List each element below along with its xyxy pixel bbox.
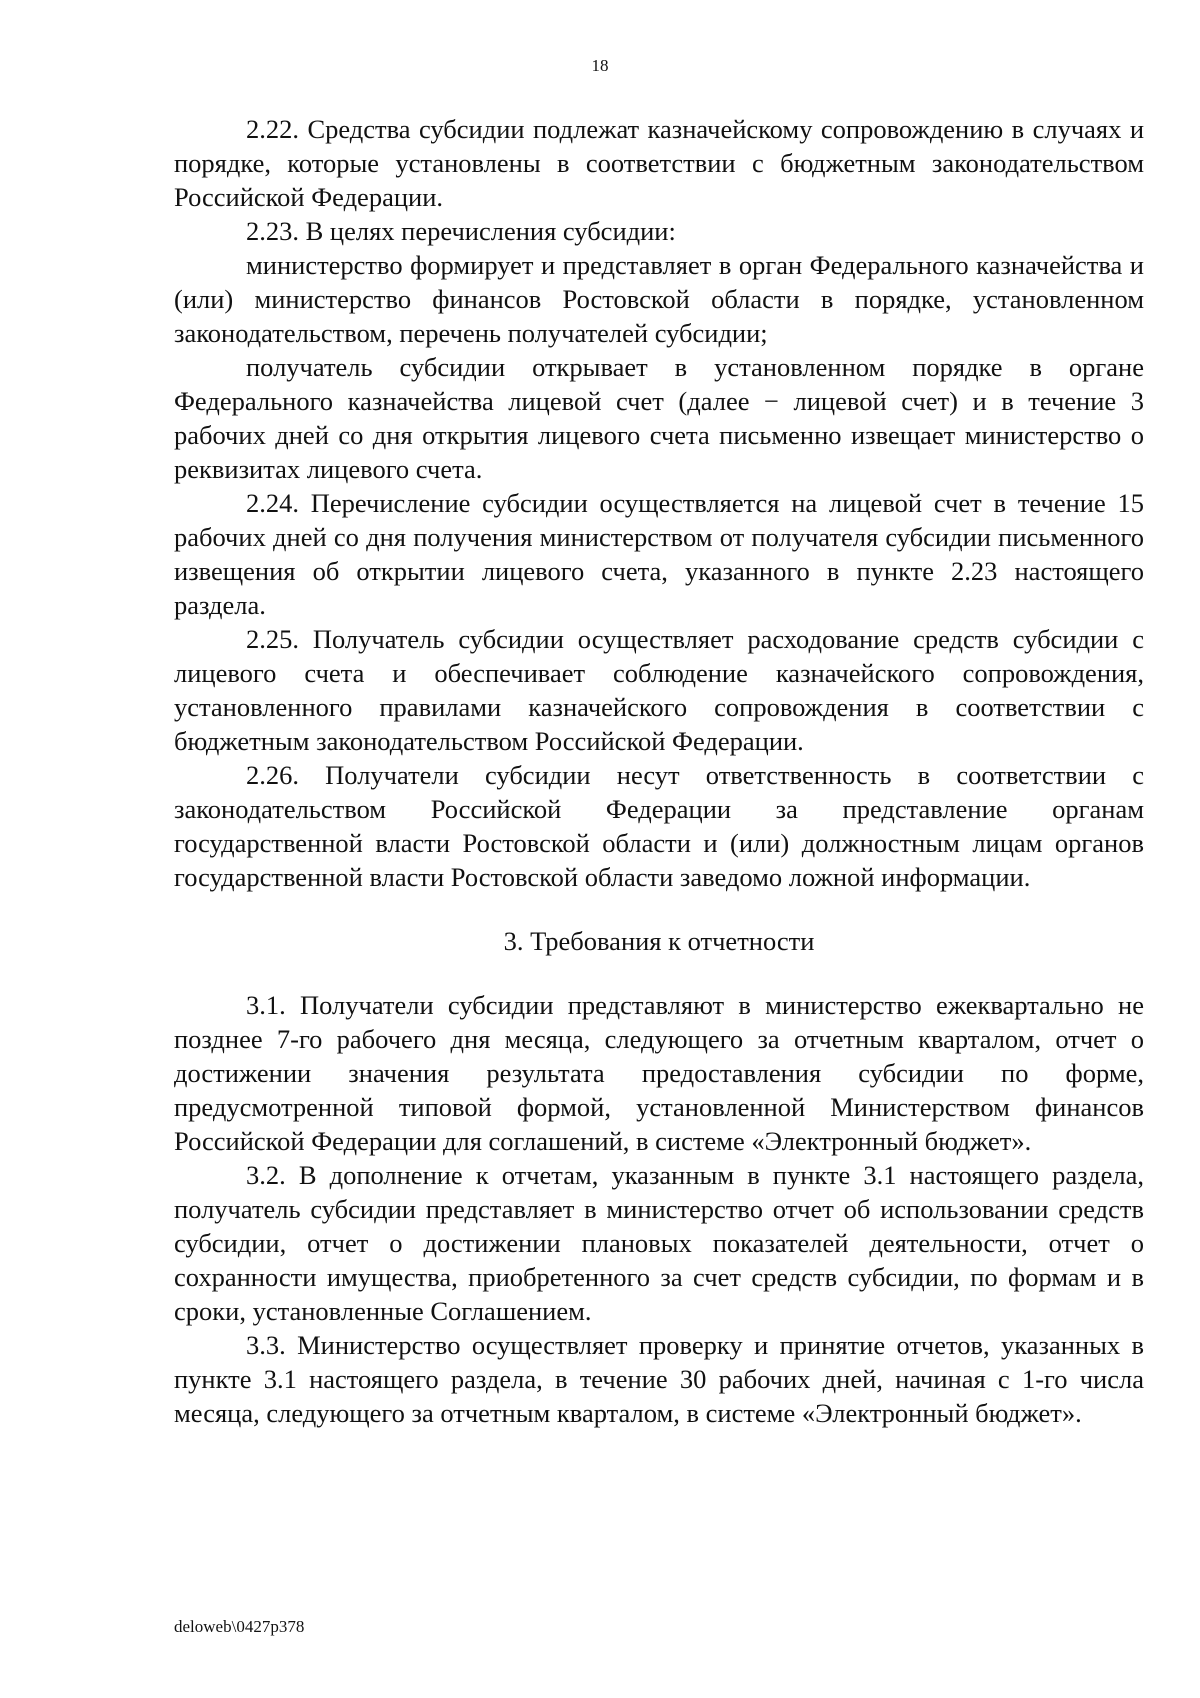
paragraph-2-23-recipient: получатель субсидии открывает в установленном порядке в органе Федерального казначейства лицевой счет (далее − лицевой счет) и в течение 3 рабочих дней со дня открытия лицевого счета письменно извещает министерство о реквизитах лицевого счета. (174, 352, 1144, 484)
section-3-heading: 3. Требования к отчетности (503, 926, 815, 956)
paragraph-2-23-intro: 2.23. В целях перечисления субсидии: (246, 216, 676, 246)
document-body (174, 112, 1144, 1430)
paragraph-3-1: 3.1. Получатели субсидии представляют в министерство ежеквартально не позднее 7-го рабочего дня месяца, следующего за отчетным кварталом, отчет о достижении значения результата предоставления субсидии по форме, предусмотренной типовой формой, установленной Министерством финансов Российской Федерации для соглашений, в системе «Электронный бюджет». (174, 990, 1144, 1156)
paragraph-2-24: 2.24. Перечисление субсидии осуществляется на лицевой счет в течение 15 рабочих дней со дня получения министерством от получателя субсидии письменного извещения об открытии лицевого счета, указанного в пункте 2.23 настоящего раздела. (174, 488, 1144, 620)
paragraph-2-26: 2.26. Получатели субсидии несут ответственность в соответствии с законодательством Российской Федерации за представление органам государственной власти Ростовской области и (или) должностным лицам органов государственной власти Ростовской области заведомо ложной информации. (174, 760, 1144, 892)
page-number: 18 (591, 56, 609, 75)
paragraph-2-22: 2.22. Средства субсидии подлежат казначейскому сопровождению в случаях и порядке, которые установлены в соответствии с бюджетным законодательством Российской Федерации. (174, 114, 1144, 212)
paragraph-3-3: 3.3. Министерство осуществляет проверку и принятие отчетов, указанных в пункте 3.1 настоящего раздела, в течение 30 рабочих дней, начиная с 1-го числа месяца, следующего за отчетным кварталом, в системе «Электронный бюджет». (174, 1330, 1144, 1428)
paragraph-2-25: 2.25. Получатель субсидии осуществляет расходование средств субсидии с лицевого счета и обеспечивает соблюдение казначейского сопровождения, установленного правилами казначейского сопровождения в соответствии с бюджетным законодательством Российской Федерации. (174, 624, 1144, 756)
paragraph-2-23-ministry: министерство формирует и представляет в орган Федерального казначейства и (или) министерство финансов Ростовской области в порядке, установленном законодательством, перечень получателей субсидии; (174, 250, 1144, 348)
document-code-footer: deloweb\0427p378 (174, 1617, 305, 1636)
paragraph-3-2: 3.2. В дополнение к отчетам, указанным в пункте 3.1 настоящего раздела, получатель субсидии представляет в министерство отчет об использовании средств субсидии, отчет о достижении плановых показателей деятельности, отчет о сохранности имущества, приобретенного за счет средств субсидии, по формам и в сроки, установленные Соглашением. (174, 1160, 1144, 1326)
